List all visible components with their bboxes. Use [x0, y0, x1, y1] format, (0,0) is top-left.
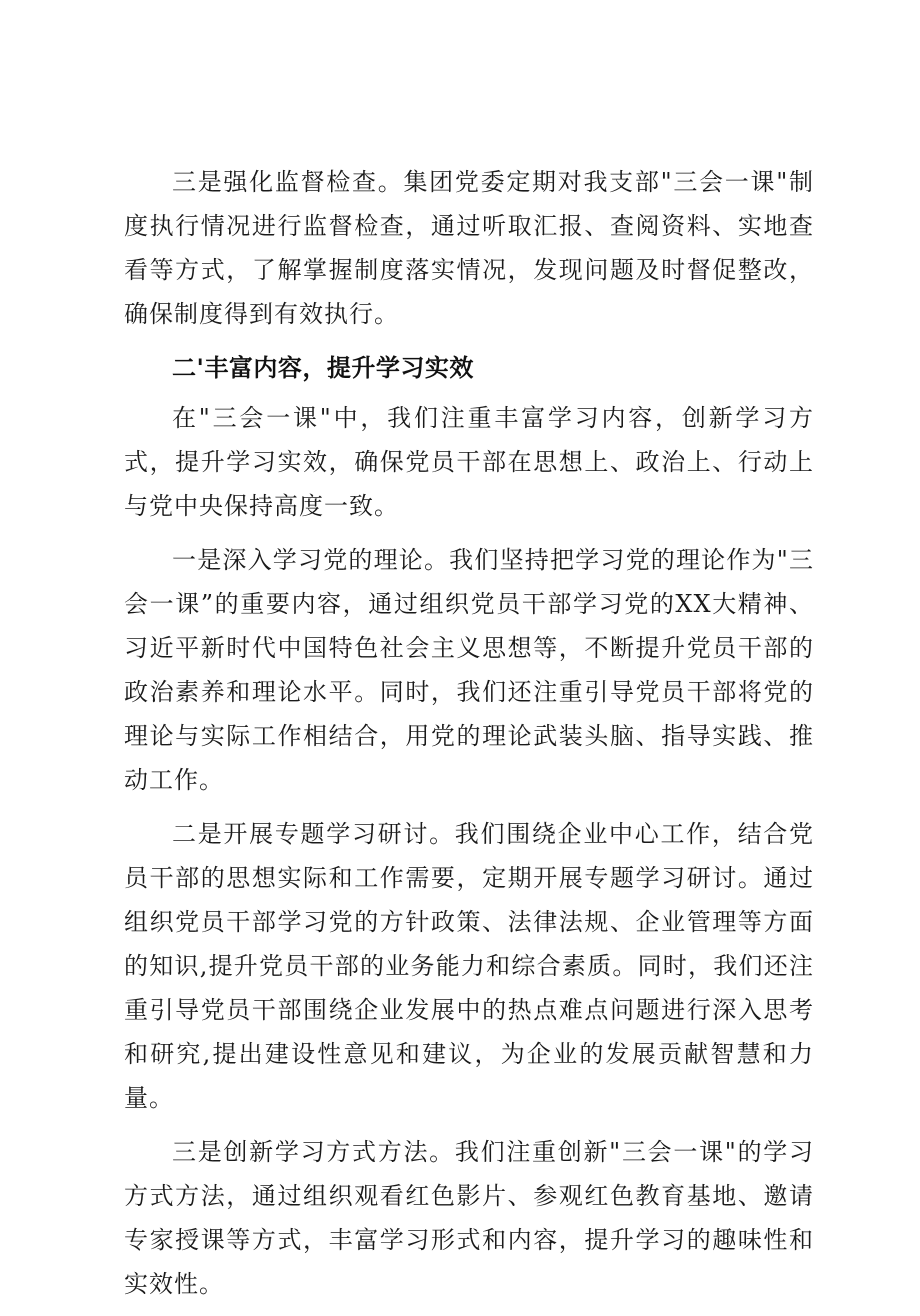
paragraph-topic-study: 二是开展专题学习研讨。我们围绕企业中心工作，结合党员干部的思想实际和工作需要，定期开展专题学习研讨。通过组织党员干部学习党的方针政策、法律法规、企业管理等方面的知识,提升党员干部的业务能力和综合素质。同时，我们还注重引导党员干部围绕企业发展中的热点难点问题进行深入思考和研究,提出建设性意见和建议，为企业的发展贡献智慧和力量。 [124, 820, 814, 1112]
paragraph-innovate-methods: 三是创新学习方式方法。我们注重创新"三会一课"的学习方式方法，通过组织观看红色影片、参观红色教育基地、邀请专家授课等方式，丰富学习形式和内容，提升学习的趣味性和实效性。 [124, 1138, 814, 1298]
paragraph-supervision: 三是强化监督检查。集团党委定期对我支部"三会一课"制度执行情况进行监督检查，通过听取汇报、查阅资料、实地查看等方式，了解掌握制度落实情况，发现问题及时督促整改，确保制度得到有效执行。 [124, 168, 814, 328]
paragraph-party-theory: 一是深入学习党的理论。我们坚持把学习党的理论作为"三会一课”的重要内容，通过组织党员干部学习党的XX大精神、习近平新时代中国特色社会主义思想等，不断提升党员干部的政治素养和理论水平。同时，我们还注重引导党员干部将党的理论与实际工作相结合，用党的理论武装头脑、指导实践、推动工作。 [124, 546, 814, 794]
document-body [124, 160, 814, 1316]
paragraph-intro-learning: 在"三会一课"中，我们注重丰富学习内容，创新学习方式，提升学习实效，确保党员干部在思想上、政治上、行动上与党中央保持高度一致。 [124, 404, 814, 520]
section-heading-enrich-content: 二'丰富内容，提升学习实效 [172, 354, 474, 382]
